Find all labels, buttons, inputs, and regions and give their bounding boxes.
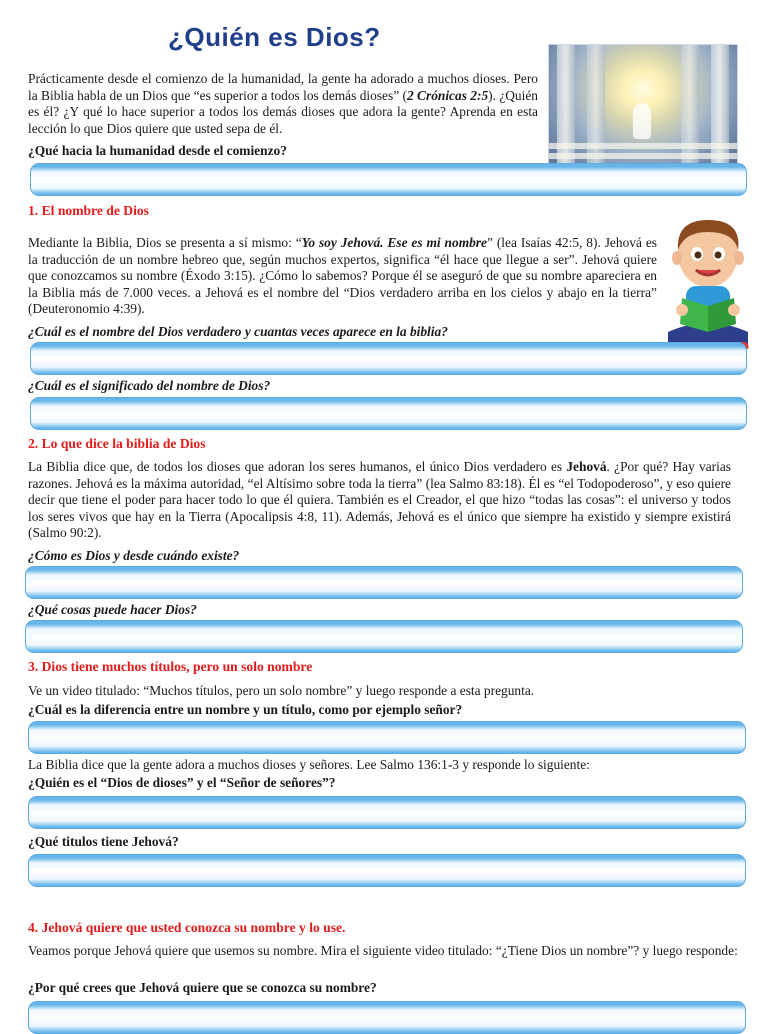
intro-text: Prácticamente desde el comienzo de la humanidad, la gente ha adorado a muchos dioses. Pero la Biblia habla de un Dios que “es superior a todos los demás dioses” ( xyxy=(28,71,538,103)
section2-text: . ¿Por qué? Hay varias razones. Jehová es la máxima autoridad, “el Altísimo sobre toda la tierra” (lea Salmo 83:18). Él es “el Todopoderoso”, y eso quiere decir que tiene el poder para hacer todo lo que él quiera. También es el Creador, el que hizo “todas las cosas”: el universo y todos los seres vivos que hay en la Tierra (Apocalipsis 4:8, 11). Además, Jehová es el único que siempre ha existido y siempre existirá (Salmo 90:2). xyxy=(28,459,731,541)
answer-field-intro[interactable] xyxy=(30,163,747,196)
section3-question1: ¿Cuál es la diferencia entre un nombre y un título, como por ejemplo señor? xyxy=(28,702,463,717)
section2-text: La Biblia dice que, de todos los dioses que adoran los seres humanos, el único Dios verdadero es xyxy=(28,459,567,474)
section2-question2: ¿Qué cosas puede hacer Dios? xyxy=(28,602,197,617)
section3-question3: ¿Qué titulos tiene Jehová? xyxy=(28,834,179,849)
section2-paragraph xyxy=(28,459,731,542)
section3-text2: La Biblia dice que la gente adora a muchos dioses y señores. Lee Salmo 136:1-3 y responde lo siguiente: xyxy=(28,757,590,772)
intro-reference: 2 Crónicas 2:5 xyxy=(406,87,489,103)
section4-question1: ¿Por qué crees que Jehová quiere que se conozca su nombre? xyxy=(28,980,377,995)
section2-heading: 2. Lo que dice la biblia de Dios xyxy=(28,436,206,451)
answer-field-1a[interactable] xyxy=(30,342,747,375)
answer-field-2b[interactable] xyxy=(25,620,743,653)
intro-text: ). ¿Quién es él? ¿Y qué lo hace superior a todos los demás dioses que adora la gente? Aprenda en esta lección lo que Dios quiere que usted sepa de él. xyxy=(28,87,538,136)
section1-heading: 1. El nombre de Dios xyxy=(28,203,149,218)
section1-paragraph xyxy=(28,235,657,318)
section2-question1: ¿Cómo es Dios y desde cuándo existe? xyxy=(28,548,240,563)
intro-question: ¿Qué hacia la humanidad desde el comienzo? xyxy=(28,143,287,158)
heavenly-temple-image xyxy=(548,44,738,172)
stair-step xyxy=(549,143,737,149)
section2-bold: Jehová xyxy=(566,459,607,474)
section1-text: ” (lea Isaías 42:5, 8). Jehová es la traducción de un nombre hebreo que, según muchos expertos, significa “él hace que llegue a ser”. Jehová quiere que conozcamos su nombre (Éxodo 3:15). ¿Cómo lo sabemos? Porque él se aseguró de que su nombre apareciera en la Biblia más de 7.000 veces. a Jehová es el nombre del “Dios verdadero arriba en los cielos y abajo en la tierra” (Deuteronomio 4:39). xyxy=(28,235,657,317)
section1-text: Mediante la Biblia, Dios se presenta a sí mismo: “ xyxy=(28,235,302,250)
answer-field-3b[interactable] xyxy=(28,796,746,829)
section1-question1: ¿Cuál es el nombre del Dios verdadero y cuantas veces aparece en la biblia? xyxy=(28,324,448,339)
angel-figure xyxy=(633,103,651,139)
section1-question2: ¿Cuál es el significado del nombre de Dios? xyxy=(28,378,271,393)
answer-field-1b[interactable] xyxy=(30,397,747,430)
section3-text1: Ve un video titulado: “Muchos títulos, pero un solo nombre” y luego responde a esta pregunta. xyxy=(28,683,535,698)
answer-field-3c[interactable] xyxy=(28,854,746,887)
answer-field-4a[interactable] xyxy=(28,1001,746,1034)
section4-text1: Veamos porque Jehová quiere que usemos su nombre. Mira el siguiente video titulado: “¿Tiene Dios un nombre”? y luego responde: xyxy=(28,943,738,958)
section1-quote: Yo soy Jehová. Ese es mi nombre xyxy=(301,235,487,250)
section4-heading: 4. Jehová quiere que usted conozca su nombre y lo use. xyxy=(28,920,346,935)
stair-step xyxy=(549,153,737,159)
answer-field-3a[interactable] xyxy=(28,721,746,754)
answer-field-2a[interactable] xyxy=(25,566,743,599)
section3-heading: 3. Dios tiene muchos títulos, pero un solo nombre xyxy=(28,659,313,674)
section3-question2: ¿Quién es el “Dios de dioses” y el “Señor de señores”? xyxy=(28,775,336,790)
intro-paragraph xyxy=(28,71,538,137)
page-title: ¿Quién es Dios? xyxy=(168,22,381,52)
